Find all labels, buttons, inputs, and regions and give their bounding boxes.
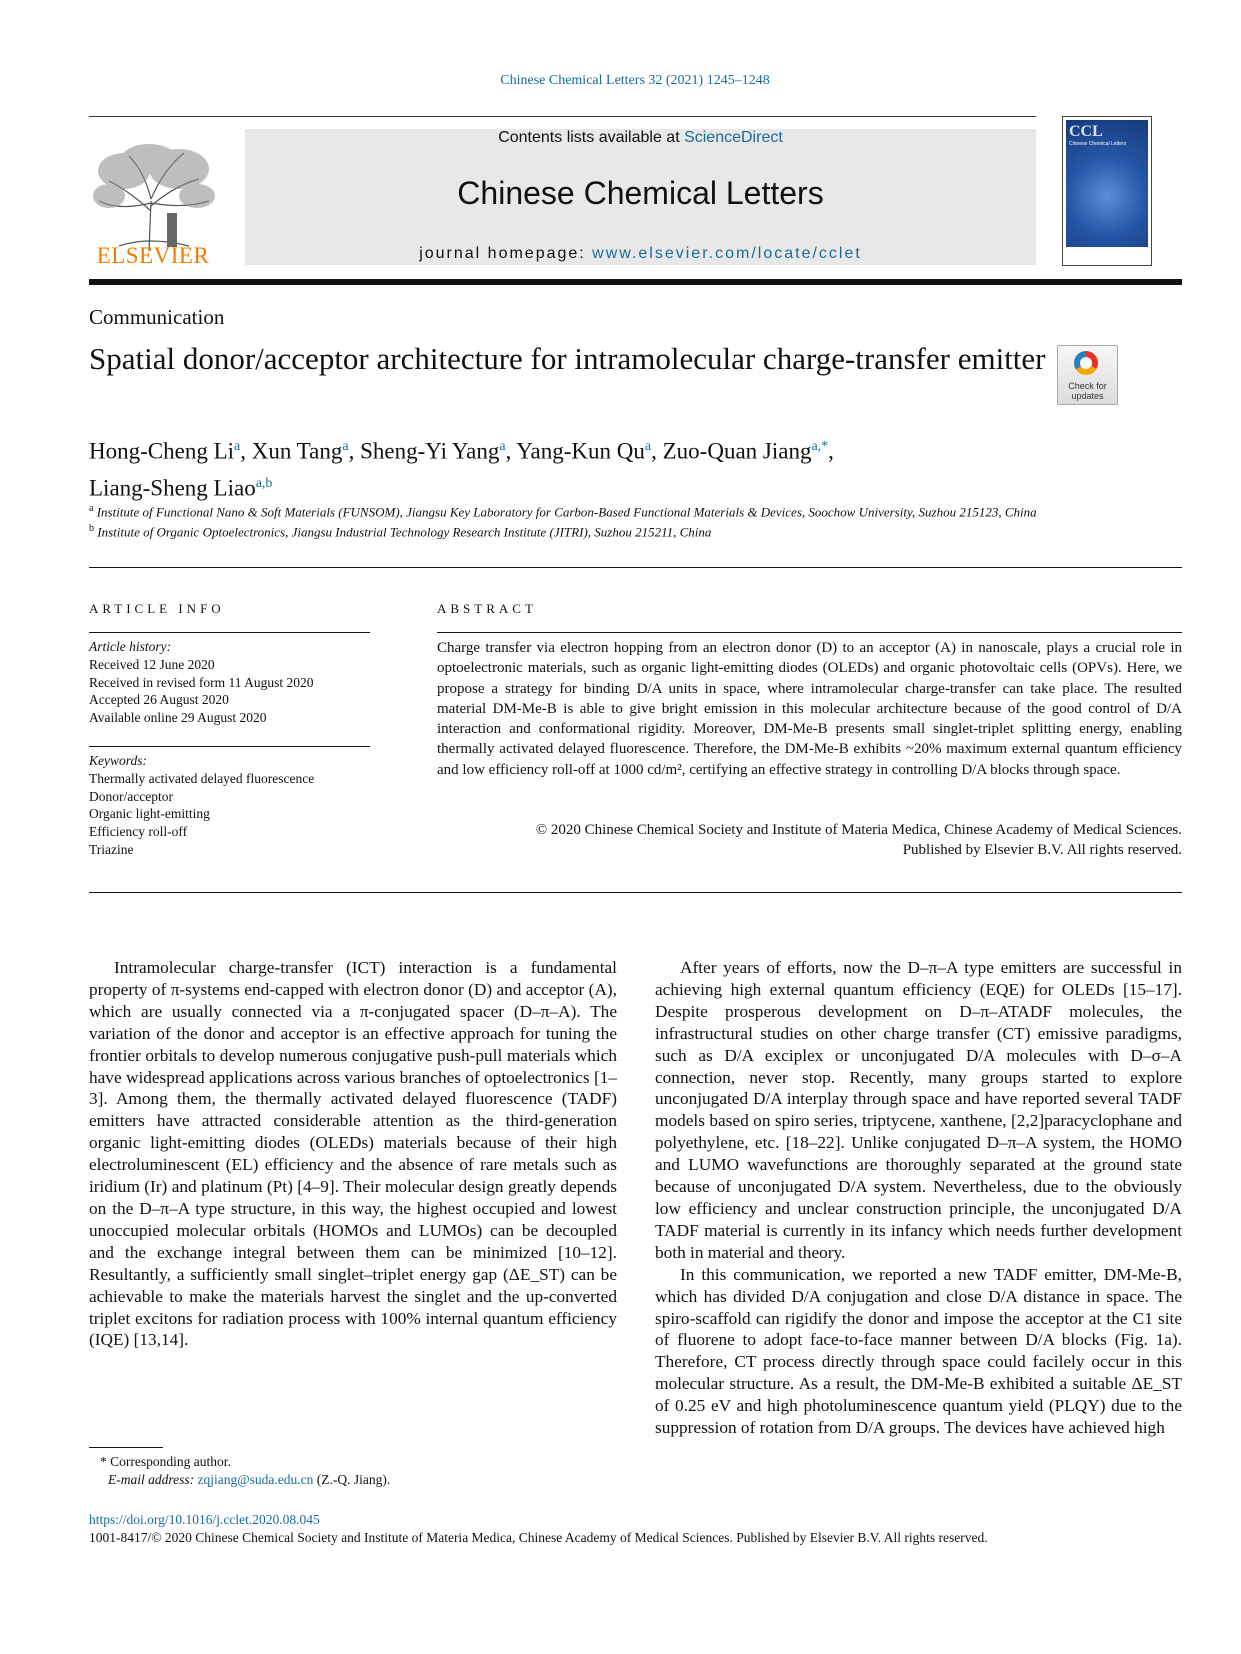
check-for-updates-button[interactable] bbox=[1057, 345, 1118, 405]
journal-homepage-link[interactable]: www.elsevier.com/locate/cclet bbox=[592, 245, 862, 262]
article-title: Spatial donor/acceptor architecture for intramolecular charge-transfer emitter bbox=[89, 341, 1046, 376]
affiliation-mark[interactable]: a,b bbox=[255, 475, 273, 491]
author-name[interactable]: Sheng-Yi Yang bbox=[360, 438, 500, 464]
sciencedirect-link[interactable]: ScienceDirect bbox=[684, 129, 783, 146]
body-paragraph: After years of efforts, now the D–π–A type emitters are successful in achieving high external quantum efficiency (EQE) for OLEDs [15–17]. Despite prosperous development on D–π–ATADF molecules, the infrastructural studies on other charge transfer (CT) emissive paradigms, such as D/A exciplex or unconjugated D/A molecules with D–σ–A connection, never stop. Recently, many groups started to explore unconjugated D/A interplay through space and have reported several TADF models based on spiro series, triptycene, xanthene, [2,2]paracyclophane and polyethylene, etc. [18–22]. Unlike conjugated D–π–A system, the HOMO and LUMO wavefunctions are thoroughly separated at the ground state because of unconjugated D/A system. Nevertheless, due to the obviously low efficiency and unclear construction principle, the unconjugated D/A TADF material is currently in its infancy which needs further development both in material and theory. bbox=[655, 958, 1182, 1262]
author-email-link[interactable]: zqjiang@suda.edu.cn bbox=[197, 1472, 314, 1487]
footnote-rule bbox=[89, 1447, 163, 1448]
body-paragraph: Intramolecular charge-transfer (ICT) interaction is a fundamental property of π-systems end-capped with electron donor (D) and acceptor (A), which are usually connected via a π-conjugated spacer (D–π–A). The variation of the donor and acceptor is an effective approach for tuning the frontier orbitals to develop numerous conjugative push-pull materials which have widespread applications across various branches of optoelectronics [1–3]. Among them, the thermally activated delayed fluorescence (TADF) emitters have attracted considerable attention as the third-generation organic light-emitting diodes (OLEDs) materials because of their high electroluminescent (EL) efficiency and the absence of rare metals such as iridium (Ir) and platinum (Pt) [4–9]. Their molecular design greatly depends on the D–π–A type structure, in this way, the highest occupied and lowest unoccupied molecular orbitals (HOMOs and LUMOs) can be decoupled and the exchange integral between them can be minimized [10–12]. Resultantly, a sufficiently small singlet–triplet energy gap (ΔE_ST) can be achievable to make the materials harvest the singlet and the up-converted triplet excitons for radiation process with 100% internal quantum efficiency (IQE) [13,14]. bbox=[89, 958, 617, 1350]
author-name[interactable]: Xun Tang bbox=[251, 438, 343, 464]
abstract-copyright: © 2020 Chinese Chemical Society and Institute of Materia Medica, Chinese Academy of Medical Sciences. Published by Elsevier B.V. All rights reserved. bbox=[535, 822, 1182, 859]
article-info-heading: ARTICLE INFO bbox=[89, 601, 225, 616]
history-item: Received 12 June 2020 bbox=[89, 656, 215, 672]
journal-cover-thumbnail[interactable] bbox=[1062, 116, 1152, 266]
history-item: Accepted 26 August 2020 bbox=[89, 692, 229, 708]
info-rule bbox=[89, 746, 370, 747]
body-column-right bbox=[655, 957, 1182, 1439]
history-label: Article history: bbox=[89, 639, 172, 654]
affiliation-mark[interactable]: a,* bbox=[811, 439, 829, 454]
keyword: Organic light-emitting bbox=[89, 806, 210, 822]
keyword: Efficiency roll-off bbox=[89, 824, 188, 840]
keyword: Donor/acceptor bbox=[89, 788, 173, 804]
asterisk-mark: * bbox=[100, 1454, 107, 1469]
journal-title: Chinese Chemical Letters bbox=[457, 175, 824, 211]
author-name[interactable]: Liang-Sheng Liao bbox=[89, 475, 256, 501]
info-rule bbox=[89, 632, 370, 633]
header-thick-rule bbox=[89, 279, 1182, 285]
top-rule bbox=[89, 116, 1036, 117]
affiliations bbox=[89, 500, 1049, 541]
cover-subtitle: Chinese Chemical Letters bbox=[1069, 141, 1127, 147]
history-item: Available online 29 August 2020 bbox=[89, 710, 267, 726]
crossmark-icon bbox=[1074, 351, 1098, 375]
author-name[interactable]: Zuo-Quan Jiang bbox=[662, 438, 812, 464]
elsevier-wordmark: ELSEVIER bbox=[96, 243, 210, 268]
author-name[interactable]: Hong-Cheng Li bbox=[89, 438, 235, 464]
keywords bbox=[89, 752, 370, 859]
issn-copyright-line: 1001-8417/© 2020 Chinese Chemical Society and Institute of Materia Medica, Chinese Academy of Medical Sciences. Published by Elsevier B.V. All rights reserved. bbox=[89, 1530, 988, 1545]
body-column-left bbox=[89, 957, 617, 1351]
affiliation-a: $^a$ Institute of Functional Nano & Soft Materials (FUNSOM), Jiangsu Key Laboratory for Carbon-Based Functional Materials & Devices, Soochow University, Suzhou 215123, China bbox=[89, 503, 1037, 520]
check-for-updates-label: Check for updates bbox=[1068, 381, 1107, 401]
abstract-bottom-rule bbox=[89, 892, 1182, 893]
history-item: Received in revised form 11 August 2020 bbox=[89, 674, 314, 690]
abstract-rule bbox=[437, 632, 1182, 633]
doi-link[interactable]: https://doi.org/10.1016/j.cclet.2020.08.045 bbox=[89, 1512, 320, 1527]
abstract-heading: ABSTRACT bbox=[437, 601, 537, 616]
journal-reference-link[interactable]: Chinese Chemical Letters 32 (2021) 1245–1248 bbox=[500, 73, 770, 88]
affiliation-mark[interactable]: a bbox=[644, 439, 652, 454]
affiliation-b: $^b$ Institute of Organic Optoelectronics, Jiangsu Industrial Technology Research Institute (JITRI), Suzhou 215211, China bbox=[89, 523, 712, 540]
article-history bbox=[89, 638, 370, 727]
affiliation-rule bbox=[89, 567, 1182, 568]
keywords-label: Keywords: bbox=[89, 753, 147, 768]
body-paragraph: In this communication, we reported a new TADF emitter, DM-Me-B, which has divided D/A conjugation and close D/A distance in space. The spiro-scaffold can rigidify the donor and impose the acceptor at the C1 site of fluorene to adopt face-to-face manner between D/A blocks (Fig. 1a). Therefore, CT process directly through space could facilely occur in this molecular structure. As a result, the DM-Me-B exhibited a suitable ΔE_ST of 0.25 eV and high photoluminescence quantum yield (PLQY) due to the suppression of rotation from D/A groups. The devices have achieved high bbox=[655, 1264, 1182, 1438]
contents-line: Contents lists available at ScienceDirect bbox=[498, 129, 783, 146]
article-section-type: Communication bbox=[89, 305, 225, 329]
affiliation-mark[interactable]: a bbox=[234, 439, 241, 454]
author-name[interactable]: Yang-Kun Qu bbox=[516, 438, 645, 464]
abstract-text: Charge transfer via electron hopping from an electron donor (D) to an acceptor (A) in nanoscale, plays a crucial role in optoelectronic materials, such as organic light-emitting diodes (OLEDs) and organic photovoltaic cells (OPVs). Here, we propose a strategy for binding D/A units in space, where intramolecular charge-transfer can take place. The resulted material DM-Me-B is able to give bright emission in this molecular architecture because of the good control of D/A interaction and conformational rigidity. Moreover, DM-Me-B presents small singlet-triplet splitting energy, enabling thermally activated delayed fluorescence. Therefore, the DM-Me-B exhibits ~20% maximum external quantum efficiency and low efficiency roll-off at 1000 cd/m², certifying an effective strategy in controlling D/A blocks through space. bbox=[437, 640, 1182, 778]
keyword: Triazine bbox=[89, 841, 134, 857]
journal-homepage-line: journal homepage: www.elsevier.com/locate/cclet bbox=[419, 245, 862, 262]
author-list: Hong-Cheng Li$^a$, Xun Tang$^a$, Sheng-Yi Yang$^a$, Yang-Kun Qu$^a$, Zuo-Quan Jiang$^{a,*}$, Liang-Sheng Liao$^{a,b}$ bbox=[89, 438, 834, 501]
keyword: Thermally activated delayed fluorescence bbox=[89, 770, 315, 786]
corresponding-author-footnote: * Corresponding author. E-mail address: zqjiang@suda.edu.cn (Z.-Q. Jiang). bbox=[100, 1454, 391, 1487]
cover-title: CCL bbox=[1069, 123, 1103, 140]
affiliation-mark[interactable]: a bbox=[342, 439, 349, 454]
affiliation-mark[interactable]: a bbox=[499, 439, 506, 454]
